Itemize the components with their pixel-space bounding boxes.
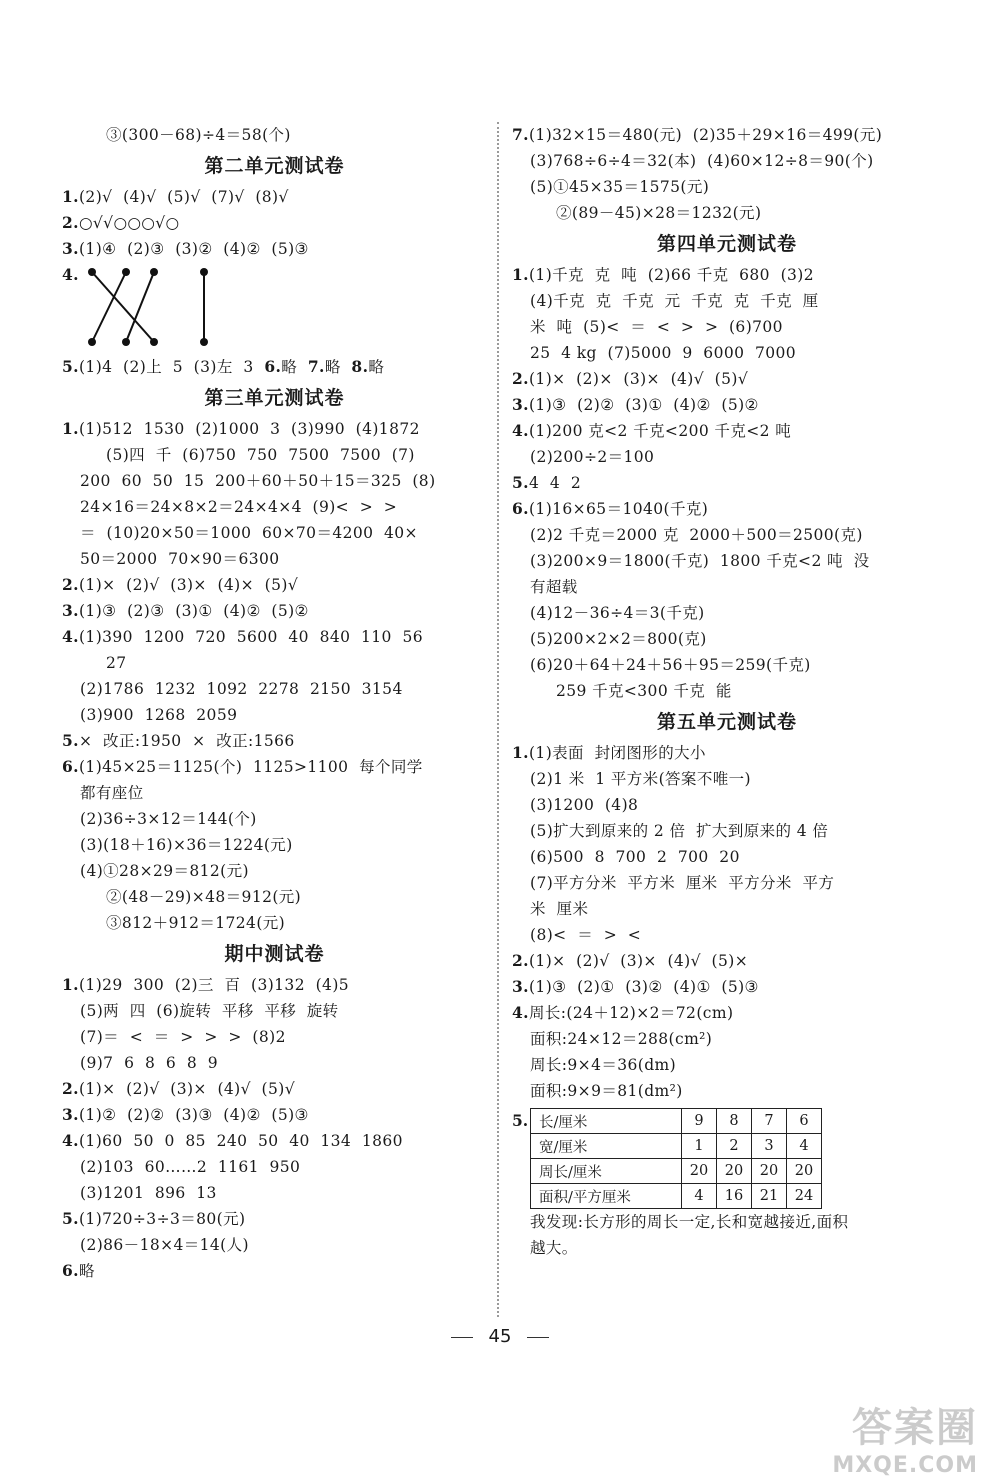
answer-line — [512, 418, 942, 444]
answer-line — [512, 548, 942, 574]
answer-line — [512, 948, 942, 974]
answer-line — [512, 818, 942, 844]
section-title: 第二单元测试卷 — [204, 155, 345, 177]
answer-line — [62, 572, 487, 598]
answer-text: (1)512 1530 (2)1000 3 (3)990 (4)1872 — [78, 420, 420, 438]
answer-text: (1)③ (2)① (3)② (4)① (5)③ — [528, 978, 759, 996]
answer-line — [62, 972, 487, 998]
page-number: 45 — [0, 1326, 1000, 1347]
question-number: 4. — [512, 1003, 529, 1022]
answer-text: (7)＝ < ＝ > > > (8)2 — [80, 1028, 286, 1046]
table-question — [512, 1108, 942, 1209]
answer-text: ②(48－29)×48＝912(元) — [106, 888, 302, 906]
answer-line — [62, 650, 487, 676]
answer-text: (1)200 克<2 千克<200 千克<2 吨 — [528, 422, 792, 440]
answer-line — [62, 184, 487, 210]
table-row — [531, 1134, 822, 1159]
table-cell: 9 — [682, 1109, 717, 1134]
column-divider — [497, 122, 499, 1317]
question-number: 8. — [351, 357, 369, 376]
question-number: 5. — [62, 357, 79, 376]
table-cell: 20 — [752, 1159, 787, 1184]
answer-text: (1)× (2)√ (3)× (4)× (5)√ — [78, 576, 299, 594]
answer-line — [512, 974, 942, 1000]
answer-line — [512, 740, 942, 766]
answer-line — [62, 780, 487, 806]
answer-text: (1)③ (2)③ (3)① (4)② (5)② — [78, 602, 309, 620]
answer-text: (1)29 300 (2)三 百 (3)132 (4)5 — [78, 976, 350, 994]
rectangle-table — [530, 1108, 822, 1209]
answer-text: (6)20＋64＋24＋56＋95＝259(千克) — [530, 656, 811, 674]
answer-line — [512, 574, 942, 600]
table-cell: 20 — [787, 1159, 822, 1184]
question-number: 6. — [264, 357, 282, 376]
answer-text: 都有座位 — [80, 784, 144, 802]
table-cell: 16 — [717, 1184, 752, 1209]
answer-line — [62, 354, 487, 380]
answer-line — [512, 896, 942, 922]
question-number: 5. — [512, 1111, 529, 1130]
table-cell: 4 — [787, 1134, 822, 1159]
answer-line — [62, 1258, 487, 1284]
answer-line — [512, 496, 942, 522]
question-number: 3. — [512, 395, 529, 414]
answer-text: (1)× (2)× (3)× (4)√ (5)√ — [528, 370, 749, 388]
answer-text: ③812＋912＝1724(元) — [106, 914, 286, 932]
answer-text: 周长:9×4＝36(dm) — [530, 1056, 677, 1074]
answer-line — [62, 546, 487, 572]
answer-text: (1)表面 封闭图形的大小 — [528, 744, 706, 762]
answer-text: 我发现:长方形的周长一定,长和宽越接近,面积 — [530, 1213, 849, 1231]
answer-text: (1)60 50 0 85 240 50 40 134 1860 — [78, 1132, 403, 1150]
answer-line — [512, 844, 942, 870]
answer-line — [62, 416, 487, 442]
answer-line — [62, 1076, 487, 1102]
answer-line — [62, 998, 487, 1024]
question-number: 1. — [512, 265, 529, 284]
question-number: 6. — [512, 499, 529, 518]
answer-text: 259 千克<300 千克 能 — [556, 682, 732, 700]
answer-text: (3)200×9＝1800(千克) 1800 千克<2 吨 没 — [530, 552, 870, 570]
answer-text: (1)4 (2)上 5 (3)左 3 — [78, 358, 265, 376]
answer-line — [512, 340, 942, 366]
question-number: 2. — [512, 369, 529, 388]
answer-line — [512, 392, 942, 418]
answer-line — [62, 598, 487, 624]
answer-line — [512, 652, 942, 678]
answer-text: (3)(18＋16)×36＝1224(元) — [80, 836, 293, 854]
question-number: 4. — [62, 265, 79, 284]
answer-line — [62, 910, 487, 936]
table-cell: 21 — [752, 1184, 787, 1209]
answer-text: ＝ (10)20×50＝1000 60×70＝4200 40× — [80, 524, 418, 542]
answer-line — [512, 122, 942, 148]
answer-line — [62, 236, 487, 262]
answer-line — [512, 626, 942, 652]
question-number: 5. — [62, 731, 79, 750]
answer-text: (1)16×65＝1040(千克) — [528, 500, 709, 518]
answer-text: (5)①45×35＝1575(元) — [530, 178, 710, 196]
answer-line — [512, 766, 942, 792]
question-number: 2. — [62, 575, 79, 594]
question-number: 2. — [62, 1079, 79, 1098]
answer-text: 25 4 kg (7)5000 9 6000 7000 — [530, 344, 797, 362]
answer-line — [512, 148, 942, 174]
answer-text: (2)1786 1232 1092 2278 2150 3154 — [80, 680, 403, 698]
answer-line — [62, 676, 487, 702]
answer-line — [512, 1052, 942, 1078]
answer-line — [512, 262, 942, 288]
answer-text: (1)④ (2)③ (3)② (4)② (5)③ — [78, 240, 309, 258]
answer-text: (2)√ (4)√ (5)√ (7)√ (8)√ — [78, 188, 289, 206]
table-row-header: 宽/厘米 — [531, 1134, 682, 1159]
answer-text: (7)平方分米 平方米 厘米 平方分米 平方 — [530, 874, 835, 892]
answer-text: 略 — [368, 358, 385, 376]
answer-text: (2)103 60……2 1161 950 — [80, 1158, 301, 1176]
section-title: 第五单元测试卷 — [656, 711, 797, 733]
answer-text: (1)千克 克 吨 (2)66 千克 680 (3)2 — [528, 266, 815, 284]
section-title: 第四单元测试卷 — [656, 233, 797, 255]
answer-text: (1)② (2)② (3)③ (4)② (5)③ — [78, 1106, 309, 1124]
answer-line — [62, 1050, 487, 1076]
answer-line — [62, 884, 487, 910]
answer-text: (3)1200 (4)8 — [530, 796, 639, 814]
answer-line — [62, 520, 487, 546]
answer-text: (1)32×15＝480(元) (2)35＋29×16＝499(元) — [528, 126, 883, 144]
answer-text: (1)③ (2)② (3)① (4)② (5)② — [528, 396, 759, 414]
answer-line — [512, 200, 942, 226]
answer-text: 米 吨 (5)< ＝ < > > (6)700 — [530, 318, 783, 336]
answer-line — [512, 470, 942, 496]
table-row — [531, 1184, 822, 1209]
watermark-logo: 答案圈 MXQE.COM — [832, 1405, 978, 1478]
answer-text: ③(300－68)÷4＝58(个) — [106, 126, 291, 144]
table-cell: 6 — [787, 1109, 822, 1134]
question-number: 3. — [62, 1105, 79, 1124]
answer-text: (1)45×25＝1125(个) 1125>1100 每个同学 — [78, 758, 423, 776]
table-row — [531, 1109, 822, 1134]
answer-line — [512, 1078, 942, 1104]
answer-line — [512, 870, 942, 896]
answer-line — [62, 442, 487, 468]
answer-line — [62, 210, 487, 236]
question-number: 6. — [62, 757, 79, 776]
answer-line — [512, 444, 942, 470]
answer-text: 面积:24×12＝288(cm²) — [530, 1030, 713, 1048]
answer-text: 有超载 — [530, 578, 578, 596]
answer-line — [62, 1206, 487, 1232]
answer-text: (6)500 8 700 2 700 20 — [530, 848, 740, 866]
answer-text: (5)200×2×2＝800(克) — [530, 630, 707, 648]
table-cell: 2 — [717, 1134, 752, 1159]
answer-text: 24×16＝24×8×2＝24×4×4 (9)< > > — [80, 498, 398, 516]
answer-line — [62, 1154, 487, 1180]
question-number: 3. — [62, 601, 79, 620]
answer-line — [62, 494, 487, 520]
question-number: 2. — [62, 213, 79, 232]
answer-text: 50＝2000 70×90＝6300 — [80, 550, 280, 568]
answer-line — [62, 728, 487, 754]
answer-text: 略 — [281, 358, 308, 376]
section-title: 第三单元测试卷 — [204, 387, 345, 409]
answer-line — [62, 1232, 487, 1258]
answer-line — [512, 288, 942, 314]
question-number: 2. — [512, 951, 529, 970]
table-cell: 3 — [752, 1134, 787, 1159]
answer-line — [512, 600, 942, 626]
question-number: 1. — [62, 419, 79, 438]
answer-text: (4)①28×29＝812(元) — [80, 862, 249, 880]
question-number: 3. — [512, 977, 529, 996]
answer-line — [512, 1000, 942, 1026]
answer-text: ②(89－45)×28＝1232(元) — [556, 204, 762, 222]
answer-text: (3)900 1268 2059 — [80, 706, 238, 724]
question-number: 4. — [512, 421, 529, 440]
answer-line — [62, 702, 487, 728]
answer-text: × 改正:1950 × 改正:1566 — [78, 732, 295, 750]
table-row — [531, 1159, 822, 1184]
answer-text: 27 — [106, 654, 127, 672]
answer-text: 4 4 2 — [528, 474, 582, 492]
answer-text: (2)200÷2＝100 — [530, 448, 655, 466]
answer-line — [62, 1024, 487, 1050]
answer-text: (1)390 1200 720 5600 40 840 110 56 — [78, 628, 423, 646]
answer-line — [62, 468, 487, 494]
table-cell: 8 — [717, 1109, 752, 1134]
answer-line — [62, 1180, 487, 1206]
answer-text: (2)2 千克＝2000 克 2000＋500＝2500(克) — [530, 526, 863, 544]
table-cell: 7 — [752, 1109, 787, 1134]
question-number: 7. — [307, 357, 325, 376]
question-number: 1. — [512, 743, 529, 762]
question-number: 5. — [62, 1209, 79, 1228]
question-number: 1. — [62, 187, 79, 206]
table-cell: 4 — [682, 1184, 717, 1209]
answer-line — [62, 1128, 487, 1154]
answer-text: 略 — [324, 358, 352, 376]
answer-text: (5)两 四 (6)旋转 平移 平移 旋转 — [80, 1002, 339, 1020]
answer-line — [62, 624, 487, 650]
section-title: 期中测试卷 — [224, 943, 325, 965]
answer-line — [512, 922, 942, 948]
answer-line — [62, 1102, 487, 1128]
question-number: 4. — [62, 1131, 79, 1150]
right-column — [512, 122, 942, 1261]
table-row-header: 周长/厘米 — [531, 1159, 682, 1184]
answer-text: 越大。 — [530, 1239, 578, 1257]
answer-text: (1)× (2)√ (3)× (4)√ (5)√ — [78, 1080, 295, 1098]
answer-text: (3)1201 896 13 — [80, 1184, 217, 1202]
left-column — [62, 122, 487, 1284]
answer-text: (8)< ＝ > < — [530, 926, 642, 944]
answer-line — [512, 678, 942, 704]
answer-line — [512, 1235, 942, 1261]
answer-line — [62, 806, 487, 832]
answer-text: 略 — [78, 1262, 95, 1280]
answer-line — [512, 174, 942, 200]
answer-line — [62, 858, 487, 884]
answer-text: (4)千克 克 千克 元 千克 克 千克 厘 — [530, 292, 819, 310]
answer-line — [62, 754, 487, 780]
answer-line — [62, 122, 487, 148]
matching-diagram — [86, 266, 226, 352]
answer-text: (5)四 千 (6)750 750 7500 7500 (7) — [106, 446, 415, 464]
table-row-header: 面积/平方厘米 — [531, 1184, 682, 1209]
question-number: 5. — [512, 473, 529, 492]
answer-text: (3)768÷6÷4＝32(本) (4)60×12÷8＝90(个) — [530, 152, 874, 170]
question-number: 6. — [62, 1261, 79, 1280]
answer-text: 米 厘米 — [530, 900, 589, 918]
answer-text: 200 60 50 15 200＋60＋50＋15＝325 (8) — [80, 472, 436, 490]
answer-line — [512, 314, 942, 340]
answer-text: 周长:(24＋12)×2＝72(cm) — [528, 1004, 734, 1022]
answer-line — [512, 792, 942, 818]
answer-line — [512, 1026, 942, 1052]
table-cell: 20 — [682, 1159, 717, 1184]
answer-text: (2)86－18×4＝14(人) — [80, 1236, 249, 1254]
question-number: 7. — [512, 125, 529, 144]
answer-text: (9)7 6 8 6 8 9 — [80, 1054, 218, 1072]
answer-text: ○√√○○○√○ — [78, 214, 180, 232]
table-row-header: 长/厘米 — [531, 1109, 682, 1134]
answer-line — [62, 832, 487, 858]
answer-text: (1)× (2)√ (3)× (4)√ (5)× — [528, 952, 749, 970]
table-cell: 1 — [682, 1134, 717, 1159]
answer-line — [512, 522, 942, 548]
answer-text: (1)720÷3÷3＝80(元) — [78, 1210, 246, 1228]
answer-text: 面积:9×9＝81(dm²) — [530, 1082, 683, 1100]
question-number: 4. — [62, 627, 79, 646]
answer-text: (2)36÷3×12＝144(个) — [80, 810, 257, 828]
table-cell: 24 — [787, 1184, 822, 1209]
table-cell: 20 — [717, 1159, 752, 1184]
question-number: 3. — [62, 239, 79, 258]
answer-text: (5)扩大到原来的 2 倍 扩大到原来的 4 倍 — [530, 822, 829, 840]
answer-text: (2)1 米 1 平方米(答案不唯一) — [530, 770, 751, 788]
answer-line — [512, 366, 942, 392]
answer-text: (4)12－36÷4＝3(千克) — [530, 604, 705, 622]
answer-line — [512, 1209, 942, 1235]
question-number: 1. — [62, 975, 79, 994]
